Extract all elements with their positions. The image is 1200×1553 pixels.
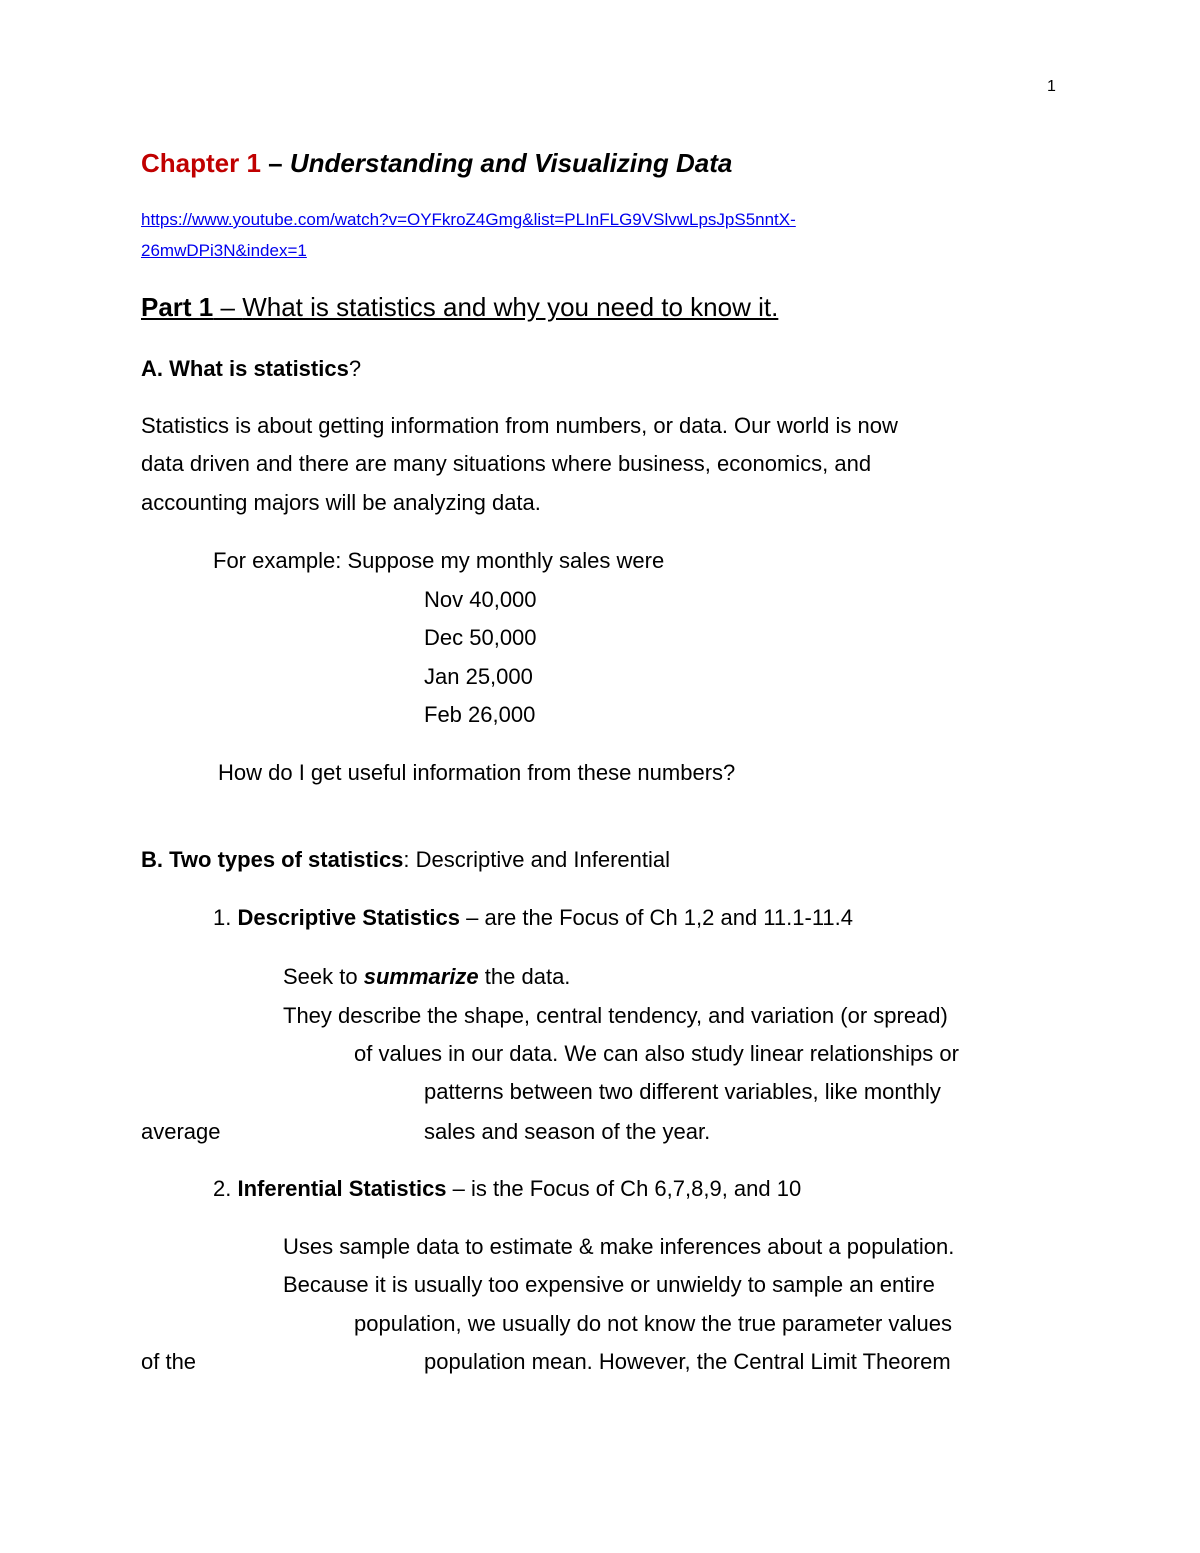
- section-b-label: B. Two types of statistics: [141, 847, 404, 872]
- chapter-title: [141, 150, 732, 176]
- example-question: How do I get useful information from these numbers?: [218, 760, 736, 785]
- inferential-line2: Because it is usually too expensive or unwieldy to sample an entire: [283, 1272, 935, 1297]
- descriptive-rest: – are the Focus of Ch 1,2 and 11.1-11.4: [460, 905, 854, 930]
- descriptive-line4-left: average: [141, 1119, 221, 1144]
- page-number: 1: [1047, 78, 1056, 95]
- descriptive-line1: They describe the shape, central tendency, and variation (or spread): [283, 1003, 948, 1028]
- descriptive-line2: of values in our data. We can also study linear relationships or: [354, 1041, 959, 1066]
- inferential-line1: Uses sample data to estimate & make inferences about a population.: [283, 1234, 955, 1259]
- sales-nov: Nov 40,000: [424, 587, 537, 612]
- descriptive-line3: patterns between two different variables, like monthly: [424, 1079, 941, 1104]
- part1-dash: –: [213, 292, 243, 322]
- part1-text: What is statistics and why you need to know it.: [242, 292, 779, 322]
- inferential-line3: population, we usually do not know the true parameter values: [354, 1311, 953, 1336]
- example-intro: For example: Suppose my monthly sales were: [213, 548, 665, 573]
- section-a-heading: [141, 358, 361, 380]
- part1-heading: [141, 294, 778, 320]
- sales-jan: Jan 25,000: [424, 664, 533, 689]
- section-a-qmark: ?: [348, 356, 362, 381]
- title-dash: –: [260, 148, 290, 178]
- seek-emphasis: summarize: [363, 964, 479, 989]
- section-a-para-line1: Statistics is about getting information from numbers, or data. Our world is now: [141, 413, 898, 438]
- section-a-label: A. What is statistics: [141, 356, 349, 381]
- section-a-para-line2: data driven and there are many situations where business, economics, and: [141, 451, 872, 476]
- descriptive-label: Descriptive Statistics: [237, 905, 461, 930]
- video-link-line2[interactable]: 26mwDPi3N&index=1: [141, 241, 307, 260]
- video-link-line1[interactable]: https://www.youtube.com/watch?v=OYFkroZ4Gmg&list=PLInFLG9VSlvwLpsJpS5nntX-: [141, 210, 796, 229]
- seek-post: the data.: [478, 964, 571, 989]
- inferential-label: Inferential Statistics: [237, 1176, 447, 1201]
- inferential-line4-left: of the: [141, 1349, 197, 1374]
- chapter-label: Chapter 1: [141, 148, 261, 178]
- descriptive-seek: [283, 966, 570, 988]
- descriptive-heading: [213, 907, 853, 929]
- section-b-rest: : Descriptive and Inferential: [403, 847, 670, 872]
- seek-pre: Seek to: [283, 964, 364, 989]
- descriptive-num: 1.: [213, 905, 238, 930]
- descriptive-line4-right: sales and season of the year.: [424, 1119, 711, 1144]
- section-b-heading: [141, 849, 670, 871]
- sales-feb: Feb 26,000: [424, 702, 536, 727]
- inferential-line4-right: population mean. However, the Central Limit Theorem: [424, 1349, 951, 1374]
- inferential-rest: – is the Focus of Ch 6,7,8,9, and 10: [446, 1176, 802, 1201]
- sales-dec: Dec 50,000: [424, 625, 537, 650]
- part1-label: Part 1: [141, 292, 214, 322]
- section-a-para-line3: accounting majors will be analyzing data.: [141, 490, 541, 515]
- inferential-num: 2.: [213, 1176, 238, 1201]
- chapter-subtitle: Understanding and Visualizing Data: [289, 148, 733, 178]
- inferential-heading: [213, 1178, 801, 1200]
